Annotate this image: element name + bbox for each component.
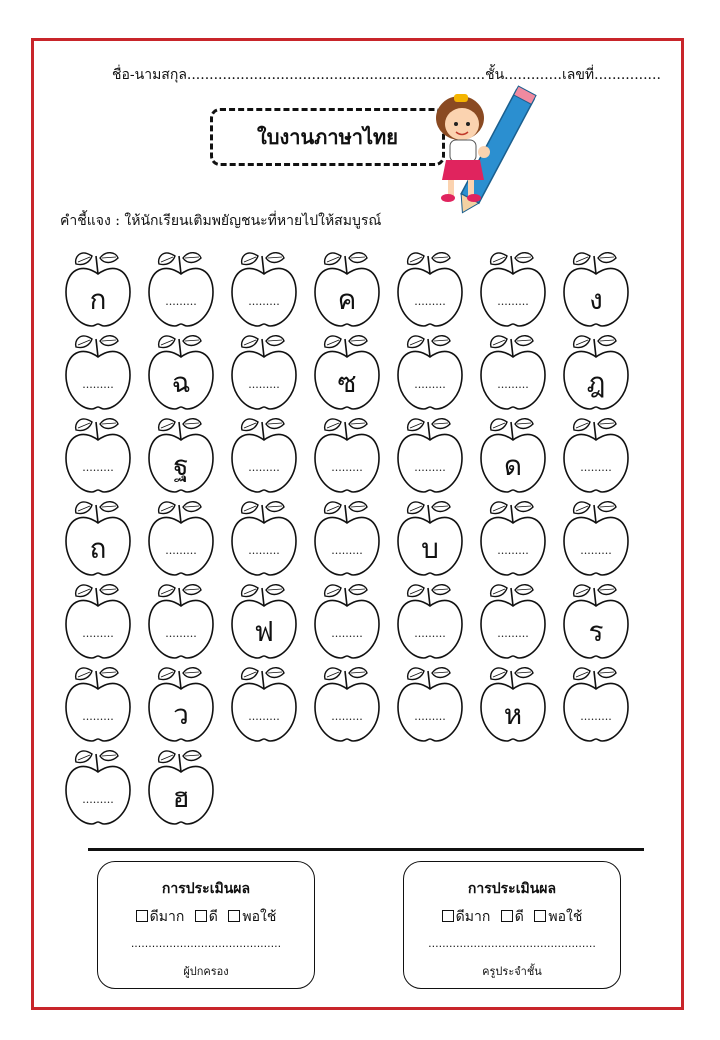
instruction-text: คำชี้แจง : ให้นักเรียนเติมพยัญชนะที่หายไปให้สมบูรณ์	[60, 213, 382, 229]
apple-icon	[311, 580, 383, 662]
apple-item[interactable]	[394, 248, 466, 330]
apple-item[interactable]	[477, 331, 549, 413]
apple-blank[interactable]: .........	[580, 544, 612, 557]
evaluation-title: การประเมินผล	[467, 881, 557, 897]
checkbox-icon[interactable]	[534, 910, 546, 922]
apple-item[interactable]	[62, 746, 134, 828]
apple-letter: ซ	[337, 366, 357, 399]
title-box	[210, 108, 445, 166]
checkbox-icon[interactable]	[501, 910, 513, 922]
apple-item[interactable]	[560, 414, 632, 496]
apple-letter: ฉ	[171, 366, 191, 399]
apple-item[interactable]	[145, 248, 217, 330]
apple-item	[145, 663, 217, 745]
apple-icon	[62, 663, 134, 745]
apple-icon	[560, 663, 632, 745]
apple-item	[62, 248, 134, 330]
student-info-line: ชื่อ-นามสกุล...................................................................ชั้น.............เลขที่...............	[112, 67, 661, 83]
apple-item	[145, 331, 217, 413]
checkbox-icon[interactable]	[442, 910, 454, 922]
apple-icon	[228, 331, 300, 413]
apple-icon	[560, 414, 632, 496]
apple-item[interactable]	[62, 580, 134, 662]
apple-item[interactable]	[145, 497, 217, 579]
apple-blank[interactable]: .........	[82, 378, 114, 391]
signature-line: ................................................	[428, 937, 596, 950]
evaluation-options	[404, 906, 620, 928]
apple-item[interactable]	[394, 580, 466, 662]
apple-blank[interactable]: .........	[248, 544, 280, 557]
checkbox-icon[interactable]	[195, 910, 207, 922]
evaluation-title: การประเมินผล	[161, 881, 251, 897]
apple-blank[interactable]: .........	[414, 461, 446, 474]
apple-item	[560, 331, 632, 413]
apple-blank[interactable]: .........	[82, 627, 114, 640]
apple-icon	[394, 414, 466, 496]
signer-label: ครูประจำชั้น	[482, 965, 542, 978]
apple-item[interactable]	[311, 497, 383, 579]
apple-item[interactable]	[394, 414, 466, 496]
checkbox-option[interactable]: พอใช้	[228, 909, 276, 925]
apple-icon	[560, 497, 632, 579]
apple-icon	[477, 497, 549, 579]
apple-icon	[394, 663, 466, 745]
apple-letter: ค	[337, 283, 357, 316]
apple-letter: ด	[503, 449, 523, 482]
apple-icon	[228, 663, 300, 745]
apple-icon	[311, 497, 383, 579]
apple-blank[interactable]: .........	[165, 627, 197, 640]
checkbox-icon[interactable]	[228, 910, 240, 922]
apple-blank[interactable]: .........	[248, 710, 280, 723]
apple-item	[560, 248, 632, 330]
checkbox-option[interactable]: ดี	[501, 909, 524, 925]
signer-label: ผู้ปกครอง	[183, 965, 229, 978]
apple-icon	[228, 414, 300, 496]
apple-blank[interactable]: .........	[414, 378, 446, 391]
apple-item	[311, 331, 383, 413]
apple-item[interactable]	[394, 331, 466, 413]
apple-blank[interactable]: .........	[82, 793, 114, 806]
apple-blank[interactable]: .........	[331, 627, 363, 640]
apple-icon	[62, 414, 134, 496]
apple-letter: ว	[173, 698, 189, 731]
apple-blank[interactable]: .........	[331, 544, 363, 557]
apple-blank[interactable]: .........	[497, 544, 529, 557]
apple-icon	[394, 248, 466, 330]
checkbox-icon[interactable]	[136, 910, 148, 922]
apple-blank[interactable]: .........	[331, 461, 363, 474]
apple-blank[interactable]: .........	[580, 710, 612, 723]
apple-blank[interactable]: .........	[497, 295, 529, 308]
apple-item	[477, 414, 549, 496]
apple-item[interactable]	[228, 414, 300, 496]
apple-icon	[477, 248, 549, 330]
checkbox-option[interactable]: ดีมาก	[442, 909, 491, 925]
girl-with-pencil-illustration	[418, 80, 538, 220]
apple-letter: ห	[503, 698, 523, 731]
apple-letter: ถ	[89, 532, 107, 565]
apple-item	[477, 663, 549, 745]
evaluation-options	[98, 906, 314, 928]
apple-item[interactable]	[311, 580, 383, 662]
apple-blank[interactable]: .........	[82, 461, 114, 474]
apple-blank[interactable]: .........	[82, 710, 114, 723]
apple-icon	[145, 497, 217, 579]
checkbox-option[interactable]: ดี	[195, 909, 218, 925]
apple-icon	[62, 746, 134, 828]
apple-blank[interactable]: .........	[248, 461, 280, 474]
apple-item	[311, 248, 383, 330]
apple-item[interactable]	[477, 580, 549, 662]
apple-item[interactable]	[228, 497, 300, 579]
apple-item[interactable]	[477, 248, 549, 330]
apple-letter: บ	[421, 532, 439, 565]
apple-letter: ฐ	[173, 449, 189, 482]
apple-icon	[145, 248, 217, 330]
apple-item	[62, 497, 134, 579]
apple-item[interactable]	[560, 663, 632, 745]
apple-item[interactable]	[228, 248, 300, 330]
apple-item[interactable]	[394, 663, 466, 745]
apple-item[interactable]	[62, 414, 134, 496]
apple-blank[interactable]: .........	[248, 378, 280, 391]
apple-item	[394, 497, 466, 579]
checkbox-option[interactable]: พอใช้	[534, 909, 582, 925]
apple-blank[interactable]: .........	[497, 378, 529, 391]
apple-blank[interactable]: .........	[331, 710, 363, 723]
apple-icon	[228, 497, 300, 579]
apple-item	[560, 580, 632, 662]
apple-item[interactable]	[560, 497, 632, 579]
apple-blank[interactable]: .........	[165, 544, 197, 557]
apple-icon	[394, 580, 466, 662]
apple-item[interactable]	[311, 414, 383, 496]
apple-letter: ฟ	[254, 615, 274, 648]
worksheet-title: ใบงานภาษาไทย	[257, 125, 398, 149]
apple-icon	[62, 580, 134, 662]
apple-icon	[477, 580, 549, 662]
apple-item	[145, 746, 217, 828]
apple-letter: ฮ	[172, 781, 190, 814]
apple-item[interactable]	[228, 663, 300, 745]
apple-icon	[311, 414, 383, 496]
apple-item[interactable]	[62, 663, 134, 745]
apple-blank[interactable]: .........	[414, 295, 446, 308]
apple-item[interactable]	[477, 497, 549, 579]
apple-item[interactable]	[228, 331, 300, 413]
checkbox-option[interactable]: ดีมาก	[136, 909, 185, 925]
apple-blank[interactable]: .........	[497, 627, 529, 640]
apple-icon	[477, 331, 549, 413]
apple-icon	[394, 331, 466, 413]
apple-item[interactable]	[145, 580, 217, 662]
evaluation-box-teacher	[403, 861, 621, 989]
apple-icon	[145, 580, 217, 662]
apple-icon	[228, 248, 300, 330]
apple-blank[interactable]: .........	[580, 461, 612, 474]
apple-letter: ร	[588, 615, 604, 648]
apple-blank[interactable]: .........	[414, 627, 446, 640]
evaluation-box-parent	[97, 861, 315, 989]
apple-item	[228, 580, 300, 662]
apple-item[interactable]	[62, 331, 134, 413]
apple-blank[interactable]: .........	[414, 710, 446, 723]
apple-letter: ฎ	[586, 366, 606, 399]
apple-blank[interactable]: .........	[248, 295, 280, 308]
apple-icon	[311, 663, 383, 745]
apple-item[interactable]	[311, 663, 383, 745]
apple-blank[interactable]: .........	[165, 295, 197, 308]
divider-line	[88, 848, 644, 851]
apple-letter: ง	[589, 283, 603, 316]
signature-line: ...........................................	[130, 937, 282, 950]
apple-letter: ก	[89, 283, 107, 316]
apple-item	[145, 414, 217, 496]
apple-icon	[62, 331, 134, 413]
